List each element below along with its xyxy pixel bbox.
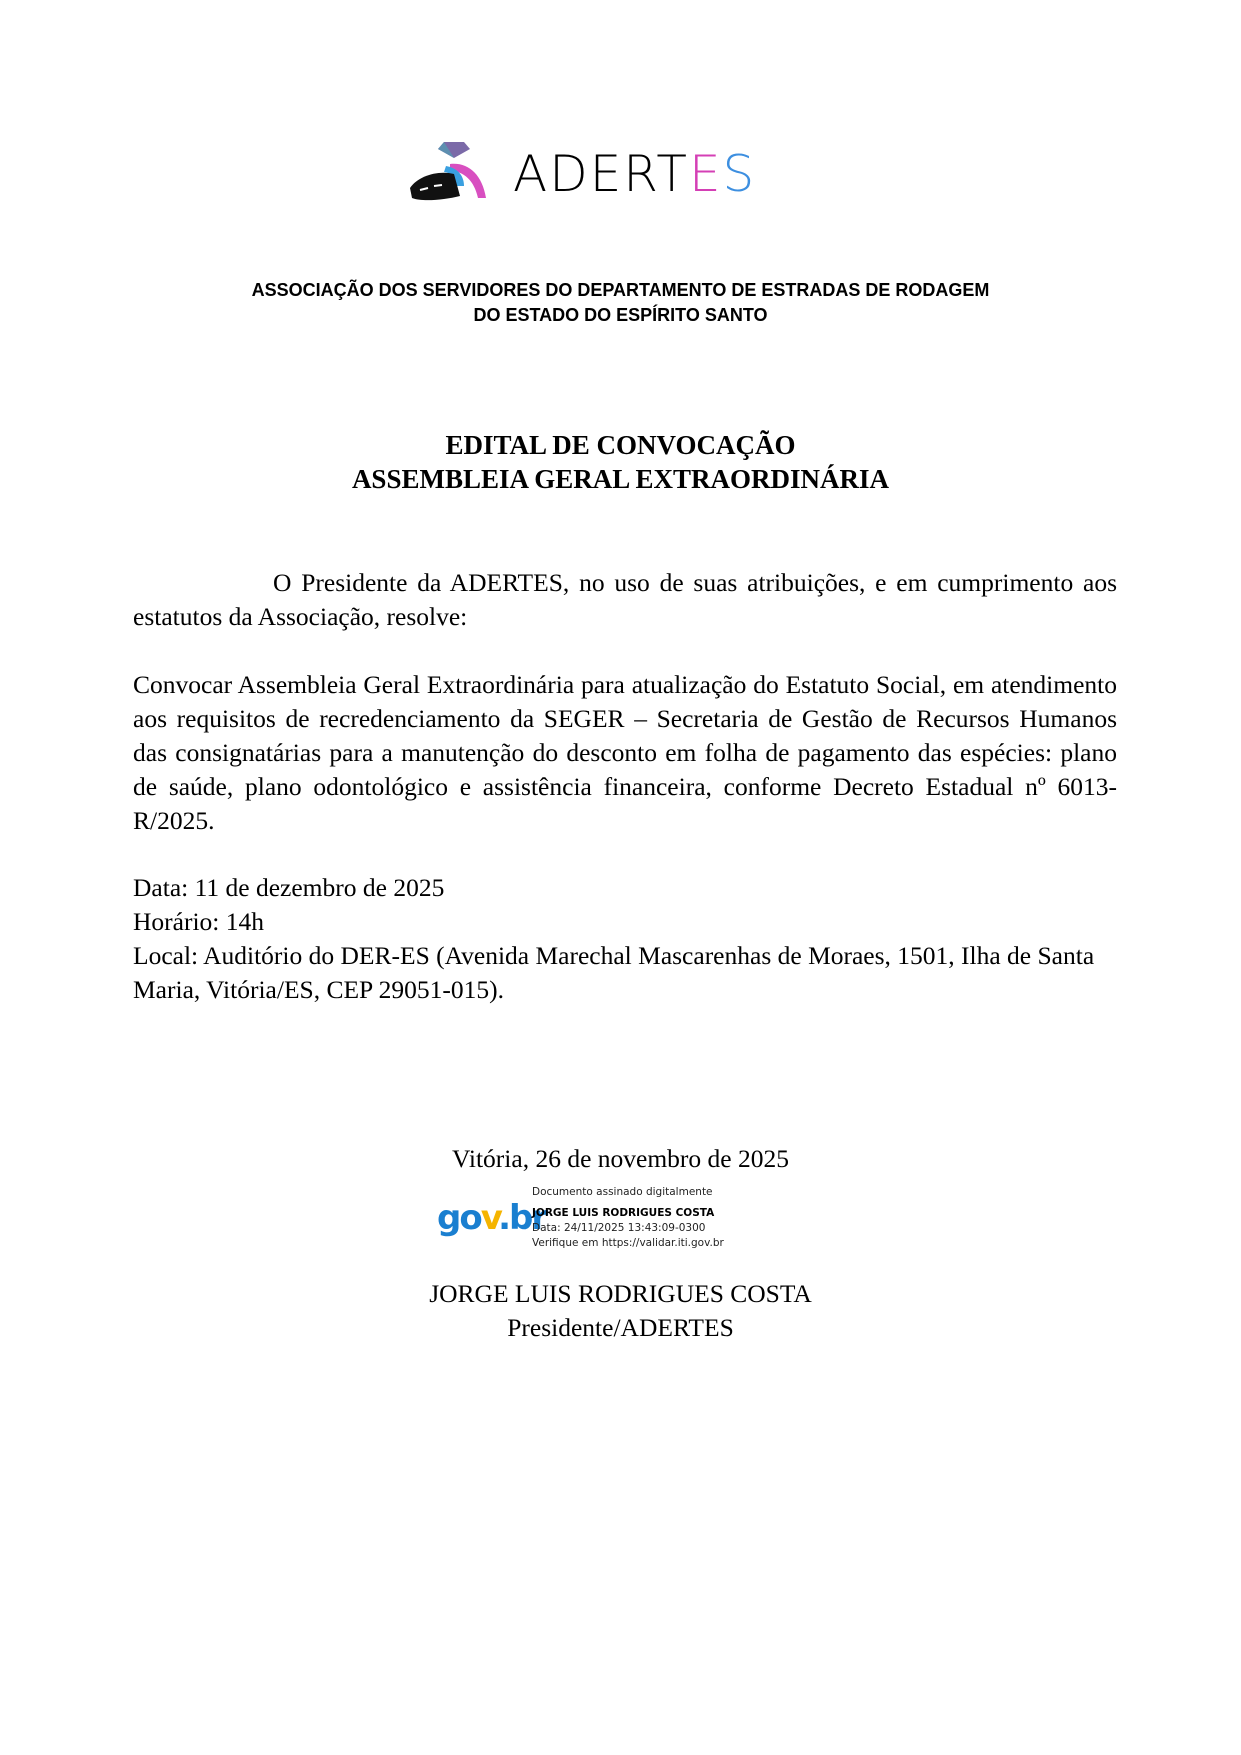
signer-name: JORGE LUIS RODRIGUES COSTA: [429, 1279, 812, 1308]
meeting-time: Horário: 14h: [133, 907, 265, 936]
logo-text: ADERT: [513, 145, 689, 203]
meeting-details: [133, 871, 1117, 1007]
road-diamond-icon: [408, 140, 508, 206]
digital-signature-stamp: [435, 1182, 755, 1254]
govbr-logo: gov.br: [437, 1198, 547, 1238]
association-name-line1: ASSOCIAÇÃO DOS SERVIDORES DO DEPARTAMENTO DE ESTRADAS DE RODAGEM: [251, 280, 990, 300]
intro-paragraph: O Presidente da ADERTES, no uso de suas atribuições, e em cumprimento aos estatutos da Associação, resolve:: [133, 568, 1117, 631]
signature-verify: Verifique em https://validar.iti.gov.br: [532, 1237, 724, 1249]
document-title: EDITAL DE CONVOCAÇÃO: [445, 430, 796, 460]
signature-name: JORGE LUIS RODRIGUES COSTA: [532, 1207, 715, 1219]
signer-role: Presidente/ADERTES: [507, 1313, 734, 1342]
signature-caption: Documento assinado digitalmente: [532, 1186, 713, 1198]
association-name-line2: DO ESTADO DO ESPÍRITO SANTO: [473, 305, 768, 325]
logo-text-e: E: [688, 145, 723, 203]
meeting-date: Data: 11 de dezembro de 2025: [133, 873, 445, 902]
logo-text-s: S: [722, 145, 757, 203]
signature-date: Data: 24/11/2025 13:43:09-0300: [532, 1222, 706, 1234]
adertes-logo: [408, 140, 838, 206]
meeting-location: Local: Auditório do DER-ES (Avenida Marechal Mascarenhas de Moraes, 1501, Ilha de Santa Maria, Vitória/ES, CEP 29051-015).: [133, 941, 1095, 1004]
place-date: Vitória, 26 de novembro de 2025: [452, 1144, 789, 1173]
document-subtitle: ASSEMBLEIA GERAL EXTRAORDINÁRIA: [351, 464, 890, 494]
body-paragraph: Convocar Assembleia Geral Extraordinária para atualização do Estatuto Social, em atendimento aos requisitos de recredenciamento da SEGER – Secretaria de Gestão de Recursos Humanos das consignatárias para a manutenção do desconto em folha de pagamento das espécies: plano de saúde, plano odontológico e assistência financeira, conforme Decreto Estadual nº 6013-R/2025.: [133, 670, 1117, 835]
